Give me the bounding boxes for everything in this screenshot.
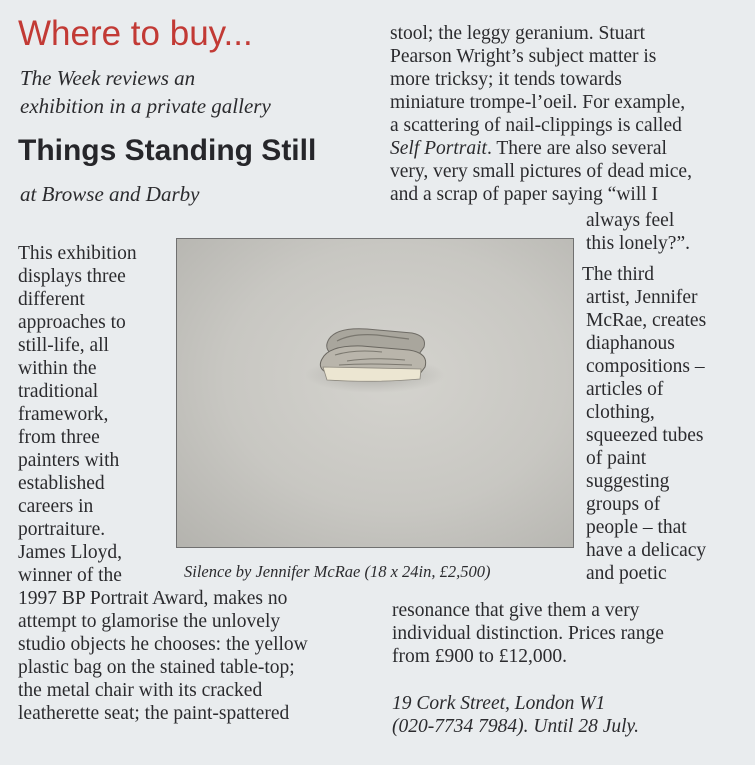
body-line: always feel — [586, 210, 675, 231]
headline: Things Standing Still — [18, 134, 317, 167]
body-line: established — [18, 473, 105, 494]
body-line: attempt to glamorise the unlovely — [18, 611, 281, 632]
body-line: suggesting — [586, 471, 670, 492]
body-line: winner of the — [18, 565, 122, 586]
body-line: a scattering of nail-clippings is called — [390, 115, 682, 136]
standfirst-line: exhibition in a private gallery — [20, 94, 271, 118]
body-line: artist, Jennifer — [586, 287, 698, 308]
body-line: more tricksy; it tends towards — [390, 69, 622, 90]
body-line: this lonely?”. — [586, 233, 690, 254]
body-line: resonance that give them a very — [392, 600, 640, 621]
body-line: squeezed tubes — [586, 425, 704, 446]
body-line: plastic bag on the stained table-top; — [18, 657, 295, 678]
body-line: Pearson Wright’s subject matter is — [390, 46, 657, 67]
body-text: . There are also several — [486, 138, 667, 159]
body-line: 1997 BP Portrait Award, makes no — [18, 588, 288, 609]
body-line: and a scrap of paper saying “will I — [390, 184, 659, 205]
body-line: from £900 to £12,000. — [392, 646, 567, 667]
body-line: portraiture. — [18, 519, 106, 540]
body-line: careers in — [18, 496, 94, 517]
body-line: leatherette seat; the paint-spattered — [18, 703, 290, 724]
body-line: from three — [18, 427, 100, 448]
body-line: groups of — [586, 494, 661, 515]
image-caption: Silence by Jennifer McRae (18 x 24in, £2,500) — [184, 562, 491, 581]
body-line: still-life, all — [18, 335, 109, 356]
body-line: compositions – — [586, 356, 705, 377]
body-line: and poetic — [586, 563, 667, 584]
slipper-front-icon — [320, 346, 425, 381]
body-line: McRae, creates — [586, 310, 707, 331]
body-line: framework, — [18, 404, 109, 425]
body-line: within the — [18, 358, 97, 379]
body-line: very, very small pictures of dead mice, — [390, 161, 692, 182]
body-line: diaphanous — [586, 333, 675, 354]
body-line: have a delicacy — [586, 540, 707, 561]
body-line: studio objects he chooses: the yellow — [18, 634, 308, 655]
body-line: stool; the leggy geranium. Stuart — [390, 23, 646, 44]
body-line: painters with — [18, 450, 120, 471]
artwork-title: Self Portrait — [390, 138, 487, 159]
gallery-contact: (020-7734 7984). Until 28 July. — [392, 716, 639, 737]
body-line: the metal chair with its cracked — [18, 680, 263, 701]
slippers-painting — [177, 239, 573, 547]
body-line: miniature trompe-l’oeil. For example, — [390, 92, 686, 113]
body-line: of paint — [586, 448, 647, 469]
standfirst-line: The Week reviews an — [20, 66, 196, 90]
venue-subtitle: at Browse and Darby — [20, 182, 200, 206]
body-line: The third — [582, 264, 655, 285]
standfirst — [20, 64, 360, 120]
body-line: traditional — [18, 381, 99, 402]
body-line: individual distinction. Prices range — [392, 623, 664, 644]
body-line: clothing, — [586, 402, 655, 423]
artwork-image — [176, 238, 574, 548]
body-line: different — [18, 289, 85, 310]
body-line: people – that — [586, 517, 687, 538]
body-line: articles of — [586, 379, 664, 400]
body-line: approaches to — [18, 312, 126, 333]
body-line: James Lloyd, — [18, 542, 122, 563]
gallery-address: 19 Cork Street, London W1 — [392, 693, 606, 714]
body-line-self-portrait — [390, 137, 667, 160]
body-line: displays three — [18, 266, 126, 287]
section-kicker: Where to buy... — [18, 14, 253, 53]
body-line: This exhibition — [18, 243, 137, 264]
